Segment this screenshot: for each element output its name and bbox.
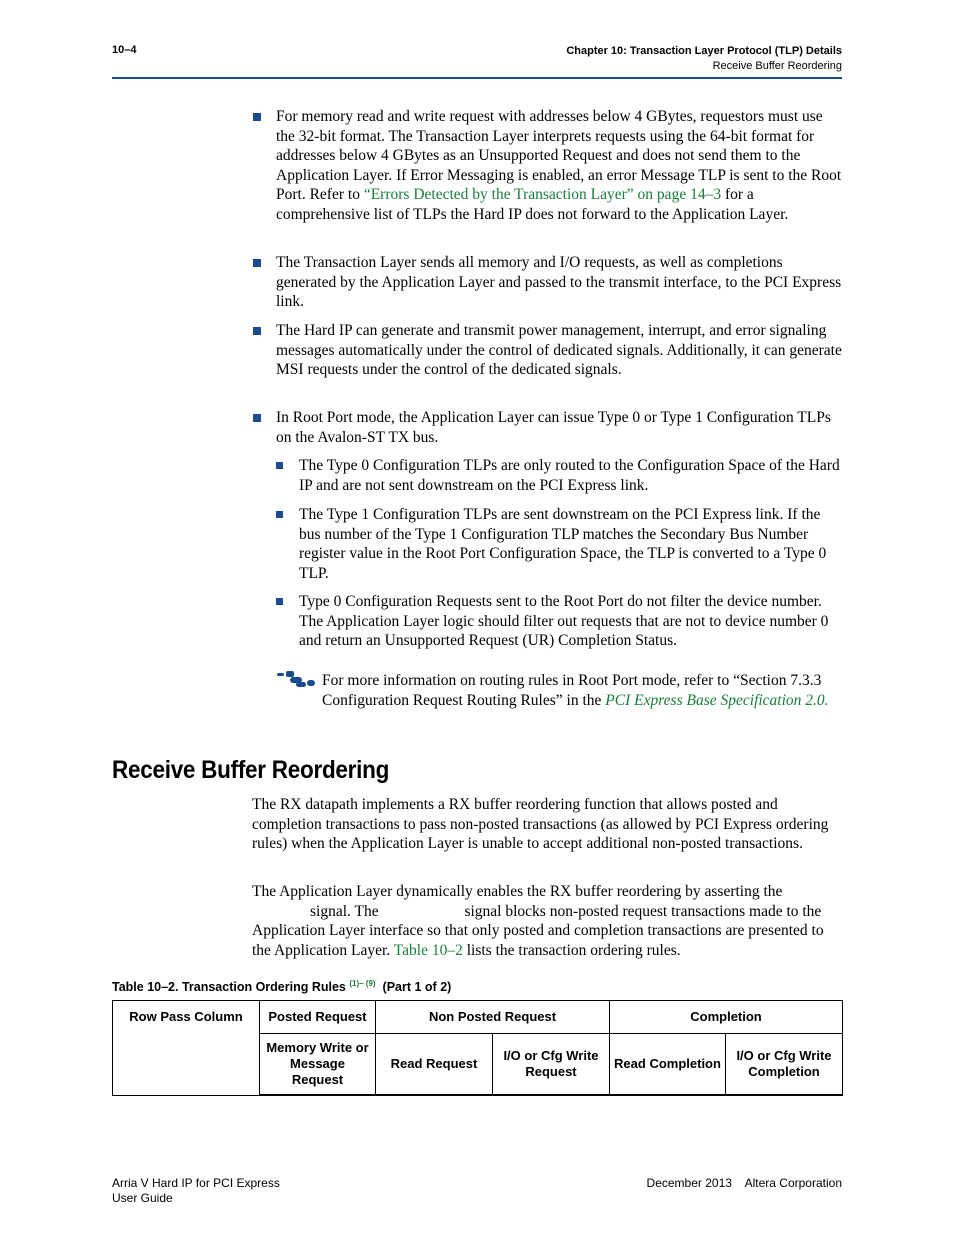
errors-link[interactable]: “Errors Detected by the Transaction Layer” on page 14–3 xyxy=(363,186,722,204)
footer-doc-title: Arria V Hard IP for PCI Express xyxy=(112,1176,280,1190)
transaction-ordering-table xyxy=(112,1000,843,1096)
bullet-square-icon xyxy=(253,414,261,422)
note-text xyxy=(322,671,842,710)
paragraph-text: signal. The xyxy=(310,902,379,920)
table-notes-link[interactable]: (1)– (9) xyxy=(349,979,376,988)
table-header-cell: Memory Write or Message Request xyxy=(260,1034,376,1096)
sub-bullet-text: Type 0 Configuration Requests sent to the Root Port do not filter the device number. The Application Layer logic should filter out requests that are not to device number 0 and return an Unsupported Request (UR) Completion Status. xyxy=(299,593,829,650)
bullet-text: for a comprehensive list of TLPs the Hard IP does not forward to the Application Layer. xyxy=(276,186,789,223)
bullet-square-icon xyxy=(276,462,283,469)
bullet-square-icon xyxy=(276,598,283,605)
bullet-square-icon xyxy=(253,113,261,121)
bullet-square-icon xyxy=(253,259,261,267)
footer-left xyxy=(112,1176,280,1206)
page-number: 10–4 xyxy=(112,44,137,56)
footer-right: December 2013 Altera Corporation xyxy=(646,1176,842,1190)
bullet-item xyxy=(276,321,842,380)
sub-bullet-item xyxy=(299,505,842,583)
paragraph-text: signal blocks non-posted request transactions made to the Application Layer interface so that only posted and completion transactions are presented to the Application Layer. xyxy=(252,902,824,959)
bullet-text: The Hard IP can generate and transmit power management, interrupt, and error signaling messages automatically under the control of dedicated signals. Additionally, it can generate MSI requests under the control of the dedicated signals. xyxy=(276,322,842,379)
bullet-text: In Root Port mode, the Application Layer can issue Type 0 or Type 1 Configuration TLPs on the Avalon-ST TX bus. xyxy=(276,409,831,446)
section-title: Receive Buffer Reordering xyxy=(112,756,390,784)
table-header-cell: Posted Request xyxy=(260,1001,376,1034)
table-caption xyxy=(112,979,451,994)
table-header-cell: Completion xyxy=(610,1001,843,1034)
paragraph-text: The Application Layer dynamically enables the RX buffer reordering by asserting the xyxy=(252,883,783,900)
note-text-body: For more information on routing rules in Root Port mode, refer to “Section 7.3.3 Configuration Request Routing Rules” in the xyxy=(322,672,822,709)
paragraph xyxy=(252,795,844,854)
table-header-cell: I/O or Cfg Write Request xyxy=(493,1034,610,1096)
chapter-title: Chapter 10: Transaction Layer Protocol (TLP) Details xyxy=(566,45,842,57)
bullet-item xyxy=(276,107,842,225)
bullet-text: The Transaction Layer sends all memory and I/O requests, as well as completions generated by the Application Layer and passed to the transmit interface, to the PCI Express link. xyxy=(276,254,842,311)
table-header-cell: Row Pass Column xyxy=(113,1001,260,1096)
table-header-cell: Read Completion xyxy=(610,1034,726,1096)
bullet-item xyxy=(276,253,842,312)
bullet-text: For memory read and write request with addresses below 4 GBytes, requestors must use the 32-bit format. The Transaction Layer interprets requests using the 64-bit format for addresses below 4 GBytes as an Unsupported Request and does not send them to the Application Layer. If Error Messaging is enabled, an error Message TLP is sent to the Root Port. Refer to xyxy=(276,108,842,204)
sub-bullet-text: The Type 0 Configuration TLPs are only routed to the Configuration Space of the Hard IP and are not sent downstream on the PCI Express link. xyxy=(299,457,840,494)
sub-bullet-text: The Type 1 Configuration TLPs are sent downstream on the PCI Express link. If the bus number of the Type 1 Configuration TLP matches the Secondary Bus Number register value in the Root Port Configuration Space, the TLP is converted to a Type 0 TLP. xyxy=(299,506,827,582)
pci-spec-link[interactable]: PCI Express Base Specification 2.0. xyxy=(605,691,829,709)
table-caption-text: Table 10–2. Transaction Ordering Rules xyxy=(112,980,346,994)
running-header xyxy=(566,44,842,74)
table-caption-part: (Part 1 of 2) xyxy=(382,980,452,994)
table-header-cell: Non Posted Request xyxy=(376,1001,610,1034)
table-header-cell: Read Request xyxy=(376,1034,493,1096)
table-link[interactable]: Table 10–2 xyxy=(393,941,463,959)
table-header-row xyxy=(113,1001,843,1034)
paragraph-text: lists the transaction ordering rules. xyxy=(462,941,681,959)
bullet-item xyxy=(276,408,842,447)
header-section-title: Receive Buffer Reordering xyxy=(712,60,842,72)
bullet-square-icon xyxy=(276,511,283,518)
paragraph xyxy=(252,882,844,960)
footer-doc-type: User Guide xyxy=(112,1191,173,1205)
paragraph-text: The RX datapath implements a RX buffer reordering function that allows posted and completion transactions to pass non-posted transactions (as allowed by PCI Express ordering rules) when the Application Layer is unable to accept additional non-posted transactions. xyxy=(252,796,829,853)
sub-bullet-item xyxy=(299,456,842,495)
bullet-square-icon xyxy=(253,327,261,335)
sub-bullet-item xyxy=(299,592,842,651)
table-header-cell: I/O or Cfg Write Completion xyxy=(726,1034,843,1096)
note-hand-icon xyxy=(276,670,316,688)
header-rule xyxy=(112,77,842,79)
